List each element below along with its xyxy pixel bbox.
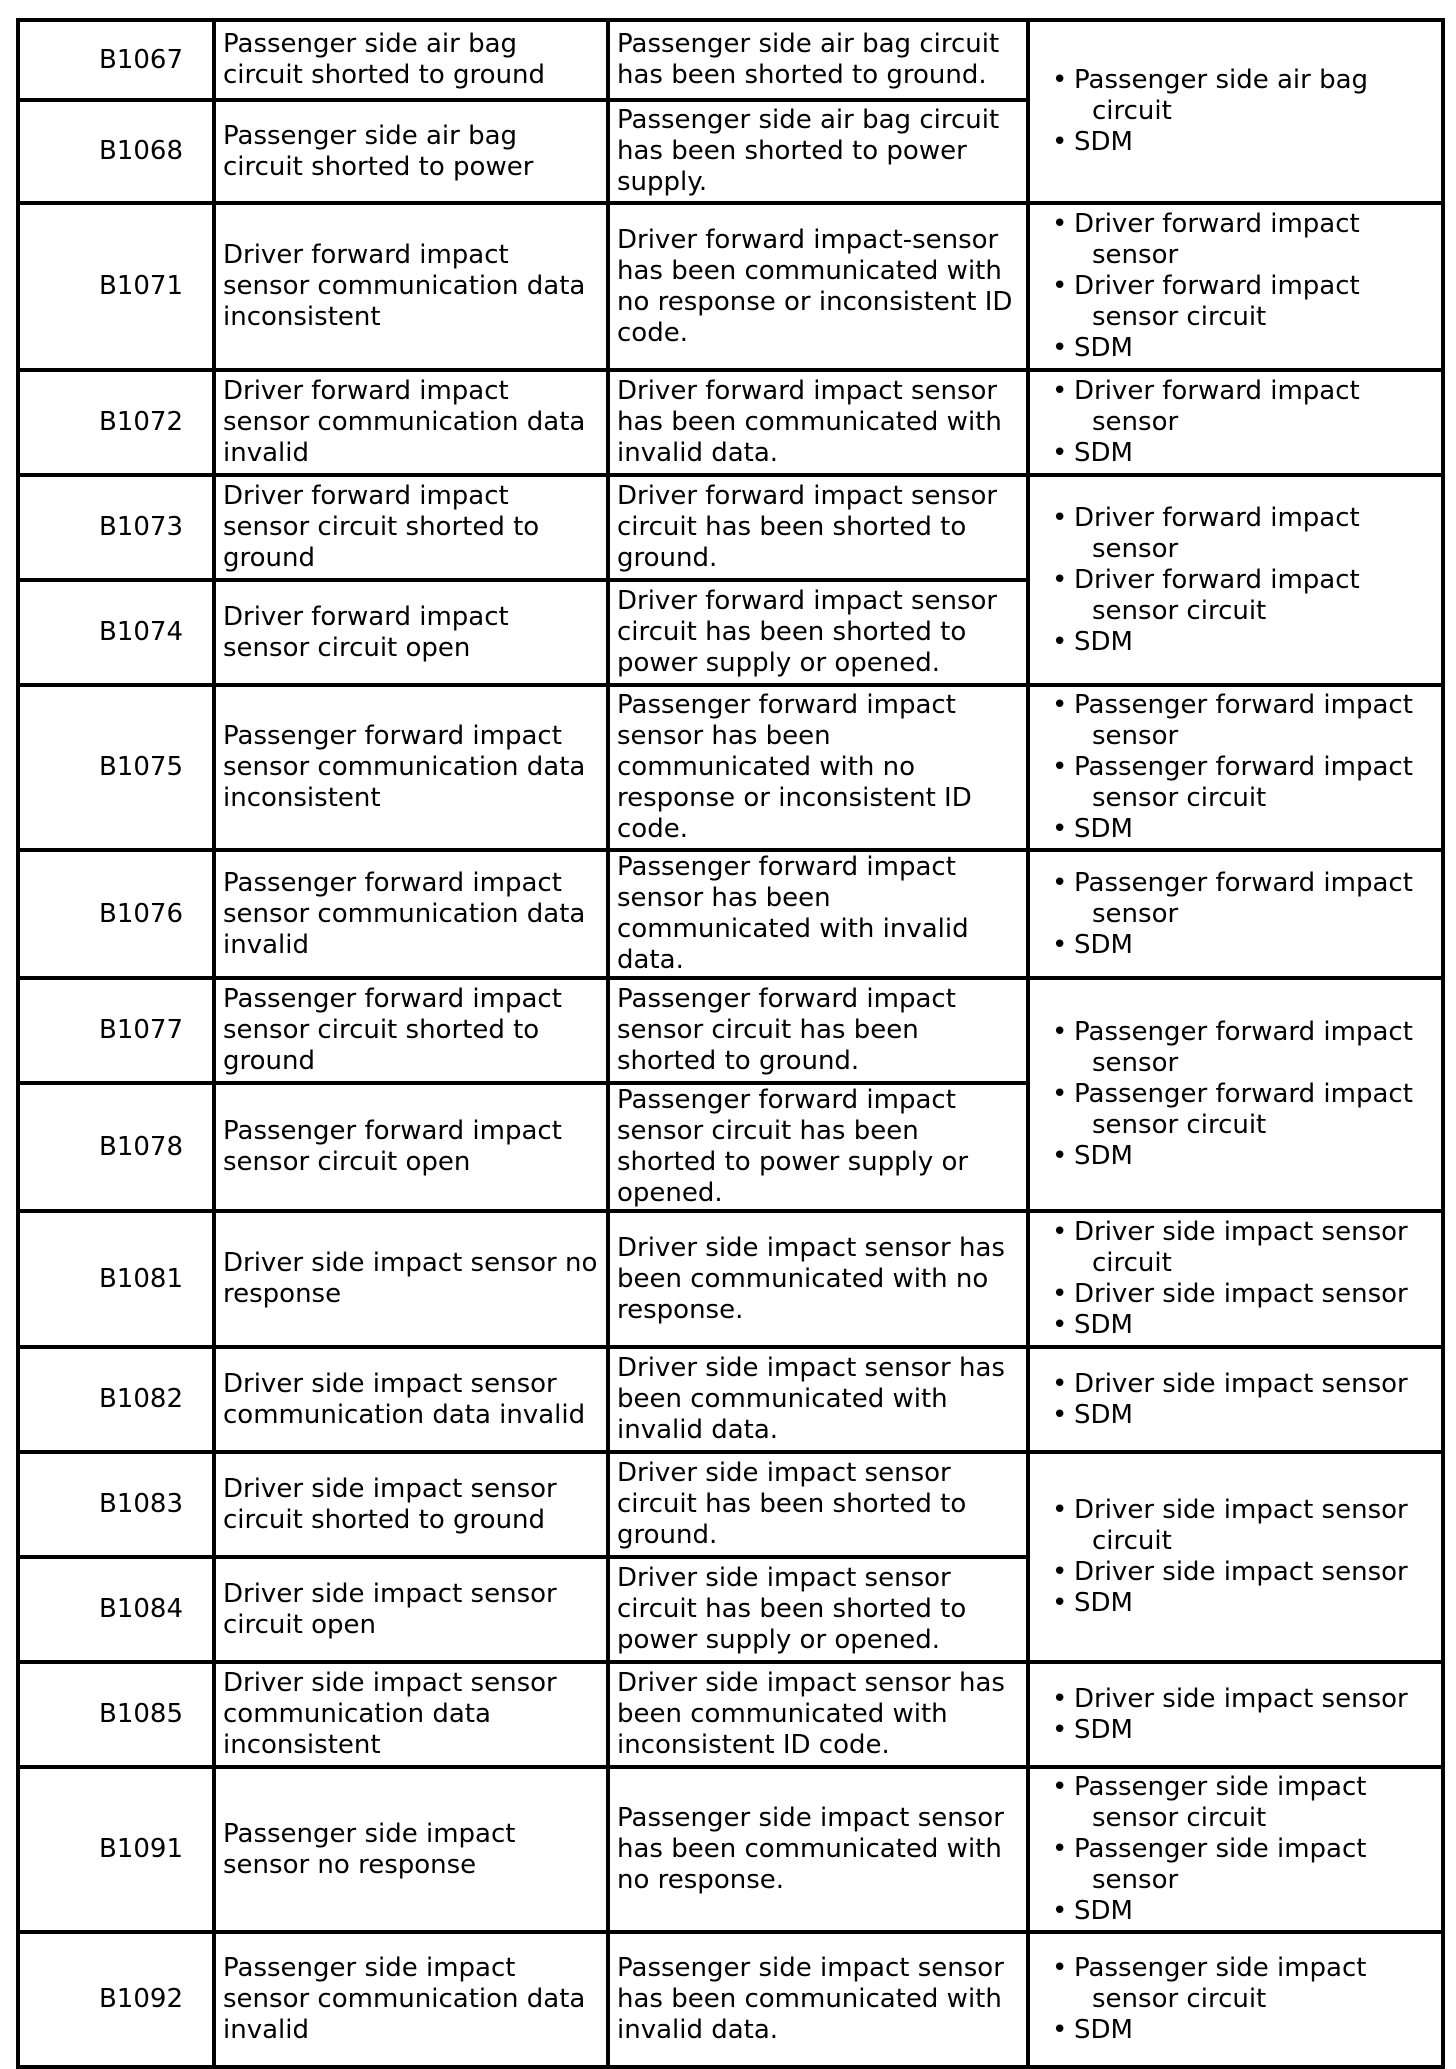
dtc-condition-cell: Driver side impact sensor communication data inconsistent	[214, 1662, 608, 1767]
dtc-description-cell: Passenger forward impact sensor has been communicated with no response or inconsistent ID code.	[608, 685, 1028, 850]
parts-list-item	[1052, 1953, 1435, 2015]
parts-list-item	[1052, 1896, 1435, 1927]
dtc-condition-cell: Passenger side impact sensor no response	[214, 1767, 608, 1932]
table-row	[18, 370, 1443, 475]
dtc-code-cell: B1078	[18, 1083, 214, 1211]
bullet-icon: •	[1052, 626, 1068, 657]
table-row	[18, 1452, 1443, 1557]
parts-list	[1052, 65, 1435, 158]
dtc-description-cell: Passenger forward impact sensor circuit has been shorted to ground.	[608, 978, 1028, 1083]
table-row	[18, 850, 1443, 978]
parts-list	[1052, 376, 1435, 469]
dtc-condition-cell: Driver side impact sensor no response	[214, 1211, 608, 1347]
parts-item-text: SDM	[1074, 814, 1133, 844]
parts-list-item	[1052, 1495, 1435, 1557]
parts-list-item	[1052, 752, 1435, 814]
parts-item-text: SDM	[1074, 1141, 1133, 1171]
bullet-icon: •	[1052, 333, 1068, 363]
parts-item-text: Passenger forward impact sensor	[1074, 867, 1413, 929]
bullet-icon: •	[1052, 1279, 1068, 1309]
parts-item-text: SDM	[1074, 626, 1133, 657]
table-row	[18, 978, 1443, 1083]
parts-list-item	[1052, 1715, 1435, 1746]
parts-list-item	[1052, 65, 1435, 127]
parts-list-item	[1052, 376, 1435, 438]
dtc-parts-cell	[1028, 20, 1443, 203]
dtc-code-cell: B1084	[18, 1557, 214, 1662]
dtc-description-cell: Driver side impact sensor circuit has been shorted to ground.	[608, 1452, 1028, 1557]
dtc-code-cell: B1082	[18, 1347, 214, 1452]
parts-list-item	[1052, 1369, 1435, 1400]
dtc-table-body	[18, 20, 1443, 2067]
dtc-description-cell: Driver side impact sensor has been communicated with inconsistent ID code.	[608, 1662, 1028, 1767]
parts-list-item	[1052, 127, 1435, 158]
dtc-code-cell: B1077	[18, 978, 214, 1083]
dtc-code-cell: B1067	[18, 20, 214, 100]
dtc-condition-cell: Passenger forward impact sensor circuit shorted to ground	[214, 978, 608, 1083]
parts-list-item	[1052, 1834, 1435, 1896]
bullet-icon: •	[1052, 1399, 1068, 1430]
parts-item-text: Driver side impact sensor	[1074, 1683, 1408, 1714]
parts-list	[1052, 1953, 1435, 2046]
dtc-parts-cell	[1028, 203, 1443, 370]
dtc-parts-cell	[1028, 1347, 1443, 1452]
parts-item-text: Passenger side impact sensor	[1074, 1834, 1367, 1895]
parts-item-text: SDM	[1074, 1399, 1133, 1430]
dtc-condition-cell: Driver forward impact sensor communication data invalid	[214, 370, 608, 475]
bullet-icon: •	[1052, 1557, 1068, 1587]
bullet-icon: •	[1052, 1834, 1068, 1864]
parts-list-item	[1052, 209, 1435, 271]
parts-list	[1052, 1772, 1435, 1927]
dtc-parts-cell	[1028, 370, 1443, 475]
bullet-icon: •	[1052, 1079, 1068, 1109]
parts-list-item	[1052, 1310, 1435, 1341]
bullet-icon: •	[1052, 438, 1068, 468]
parts-list	[1052, 1495, 1435, 1619]
dtc-code-cell: B1073	[18, 475, 214, 580]
parts-list-item	[1052, 271, 1435, 333]
dtc-parts-cell	[1028, 1662, 1443, 1767]
bullet-icon: •	[1052, 1310, 1068, 1340]
parts-list	[1052, 1217, 1435, 1341]
dtc-code-cell: B1075	[18, 685, 214, 850]
dtc-code-cell: B1074	[18, 580, 214, 685]
bullet-icon: •	[1052, 564, 1068, 595]
dtc-condition-cell: Driver forward impact sensor communication data inconsistent	[214, 203, 608, 370]
dtc-table	[16, 18, 1445, 2069]
parts-list	[1052, 503, 1435, 658]
parts-item-text: Driver forward impact sensor circuit	[1074, 271, 1360, 332]
bullet-icon: •	[1052, 2015, 1068, 2045]
parts-list-item	[1052, 930, 1435, 961]
bullet-icon: •	[1052, 1141, 1068, 1171]
parts-item-text: SDM	[1074, 127, 1133, 157]
parts-item-text: Passenger side impact sensor circuit	[1074, 1953, 1367, 2014]
parts-list	[1052, 690, 1435, 845]
parts-item-text: SDM	[1074, 438, 1133, 468]
bullet-icon: •	[1052, 1588, 1068, 1618]
dtc-code-cell: B1068	[18, 100, 214, 203]
parts-list	[1052, 1684, 1435, 1746]
parts-item-text: Driver forward impact sensor	[1074, 376, 1360, 437]
parts-item-text: Driver side impact sensor	[1074, 1368, 1408, 1399]
parts-list-item	[1052, 814, 1435, 845]
bullet-icon: •	[1052, 752, 1068, 782]
table-row	[18, 1211, 1443, 1347]
dtc-code-cell: B1085	[18, 1662, 214, 1767]
dtc-parts-cell	[1028, 850, 1443, 978]
dtc-parts-cell	[1028, 978, 1443, 1211]
dtc-condition-cell: Passenger side air bag circuit shorted to ground	[214, 20, 608, 100]
dtc-condition-cell: Driver forward impact sensor circuit open	[214, 580, 608, 685]
dtc-description-cell: Passenger forward impact sensor circuit has been shorted to power supply or opened.	[608, 1083, 1028, 1211]
parts-list-item	[1052, 1772, 1435, 1834]
parts-list	[1052, 1017, 1435, 1172]
parts-item-text: SDM	[1074, 929, 1133, 960]
parts-list	[1052, 1369, 1435, 1431]
dtc-condition-cell: Passenger forward impact sensor communication data inconsistent	[214, 685, 608, 850]
dtc-parts-cell	[1028, 475, 1443, 685]
dtc-code-cell: B1071	[18, 203, 214, 370]
bullet-icon: •	[1052, 690, 1068, 720]
parts-item-text: SDM	[1074, 1714, 1133, 1745]
bullet-icon: •	[1052, 271, 1068, 301]
parts-item-text: Passenger side impact sensor circuit	[1074, 1772, 1367, 1833]
bullet-icon: •	[1052, 1495, 1068, 1525]
dtc-condition-cell: Driver forward impact sensor circuit shorted to ground	[214, 475, 608, 580]
parts-item-text: SDM	[1074, 1588, 1133, 1618]
parts-list-item	[1052, 1279, 1435, 1310]
dtc-condition-cell: Passenger forward impact sensor communication data invalid	[214, 850, 608, 978]
parts-item-text: Passenger forward impact sensor	[1074, 690, 1413, 751]
table-row	[18, 203, 1443, 370]
parts-list-item	[1052, 690, 1435, 752]
dtc-condition-cell: Passenger forward impact sensor circuit open	[214, 1083, 608, 1211]
table-row	[18, 475, 1443, 580]
dtc-parts-cell	[1028, 1932, 1443, 2067]
bullet-icon: •	[1052, 929, 1068, 960]
parts-item-text: Driver forward impact sensor circuit	[1074, 564, 1360, 626]
dtc-code-cell: B1083	[18, 1452, 214, 1557]
parts-list-item	[1052, 1217, 1435, 1279]
dtc-description-cell: Passenger side impact sensor has been communicated with invalid data.	[608, 1932, 1028, 2067]
bullet-icon: •	[1052, 127, 1068, 157]
table-row	[18, 685, 1443, 850]
parts-item-text: Passenger forward impact sensor	[1074, 1017, 1413, 1078]
parts-list-item	[1052, 1141, 1435, 1172]
parts-list-item	[1052, 438, 1435, 469]
dtc-code-cell: B1092	[18, 1932, 214, 2067]
bullet-icon: •	[1052, 814, 1068, 844]
parts-list-item	[1052, 2015, 1435, 2046]
bullet-icon: •	[1052, 1368, 1068, 1399]
dtc-code-cell: B1076	[18, 850, 214, 978]
parts-list-item	[1052, 1400, 1435, 1431]
dtc-description-cell: Passenger side impact sensor has been communicated with no response.	[608, 1767, 1028, 1932]
dtc-description-cell: Driver side impact sensor has been communicated with invalid data.	[608, 1347, 1028, 1452]
parts-list-item	[1052, 1588, 1435, 1619]
parts-item-text: Passenger forward impact sensor circuit	[1074, 752, 1413, 813]
dtc-description-cell: Driver forward impact sensor has been communicated with invalid data.	[608, 370, 1028, 475]
bullet-icon: •	[1052, 1896, 1068, 1926]
bullet-icon: •	[1052, 1714, 1068, 1745]
parts-item-text: Driver side impact sensor	[1074, 1557, 1408, 1587]
dtc-description-cell: Passenger forward impact sensor has been communicated with invalid data.	[608, 850, 1028, 978]
parts-item-text: SDM	[1074, 333, 1133, 363]
dtc-description-cell: Passenger side air bag circuit has been shorted to ground.	[608, 20, 1028, 100]
parts-list-item	[1052, 1557, 1435, 1588]
bullet-icon: •	[1052, 502, 1068, 533]
dtc-parts-cell	[1028, 1452, 1443, 1662]
parts-list-item	[1052, 868, 1435, 930]
dtc-description-cell: Driver side impact sensor has been communicated with no response.	[608, 1211, 1028, 1347]
bullet-icon: •	[1052, 1953, 1068, 1983]
dtc-description-cell: Driver side impact sensor circuit has been shorted to power supply or opened.	[608, 1557, 1028, 1662]
bullet-icon: •	[1052, 867, 1068, 898]
parts-item-text: SDM	[1074, 2015, 1133, 2045]
dtc-condition-cell: Driver side impact sensor circuit shorted to ground	[214, 1452, 608, 1557]
table-row	[18, 1767, 1443, 1932]
parts-item-text: Passenger side air bag circuit	[1074, 65, 1369, 126]
bullet-icon: •	[1052, 376, 1068, 406]
parts-list-item	[1052, 1079, 1435, 1141]
dtc-condition-cell: Driver side impact sensor circuit open	[214, 1557, 608, 1662]
parts-list-item	[1052, 627, 1435, 658]
parts-list	[1052, 209, 1435, 364]
dtc-parts-cell	[1028, 685, 1443, 850]
dtc-description-cell: Driver forward impact-sensor has been communicated with no response or inconsistent ID code.	[608, 203, 1028, 370]
dtc-code-cell: B1072	[18, 370, 214, 475]
parts-item-text: SDM	[1074, 1896, 1133, 1926]
parts-list-item	[1052, 1684, 1435, 1715]
parts-item-text: Driver side impact sensor circuit	[1074, 1495, 1408, 1556]
bullet-icon: •	[1052, 209, 1068, 239]
parts-item-text: Passenger forward impact sensor circuit	[1074, 1079, 1413, 1140]
parts-list-item	[1052, 1017, 1435, 1079]
parts-list-item	[1052, 333, 1435, 364]
bullet-icon: •	[1052, 1772, 1068, 1802]
dtc-description-cell: Driver forward impact sensor circuit has been shorted to ground.	[608, 475, 1028, 580]
bullet-icon: •	[1052, 1683, 1068, 1714]
dtc-condition-cell: Passenger side air bag circuit shorted to power	[214, 100, 608, 203]
dtc-code-cell: B1081	[18, 1211, 214, 1347]
dtc-description-cell: Driver forward impact sensor circuit has been shorted to power supply or opened.	[608, 580, 1028, 685]
bullet-icon: •	[1052, 1217, 1068, 1247]
parts-item-text: SDM	[1074, 1310, 1133, 1340]
dtc-parts-cell	[1028, 1211, 1443, 1347]
parts-item-text: Driver forward impact sensor	[1074, 209, 1360, 270]
table-row	[18, 1347, 1443, 1452]
bullet-icon: •	[1052, 65, 1068, 95]
parts-item-text: Driver side impact sensor circuit	[1074, 1217, 1408, 1278]
table-row	[18, 1932, 1443, 2067]
dtc-condition-cell: Passenger side impact sensor communication data invalid	[214, 1932, 608, 2067]
parts-item-text: Driver forward impact sensor	[1074, 502, 1360, 564]
parts-list-item	[1052, 565, 1435, 627]
parts-item-text: Driver side impact sensor	[1074, 1279, 1408, 1309]
dtc-description-cell: Passenger side air bag circuit has been shorted to power supply.	[608, 100, 1028, 203]
dtc-condition-cell: Driver side impact sensor communication data invalid	[214, 1347, 608, 1452]
table-row	[18, 20, 1443, 100]
dtc-code-cell: B1091	[18, 1767, 214, 1932]
table-row	[18, 1662, 1443, 1767]
dtc-parts-cell	[1028, 1767, 1443, 1932]
bullet-icon: •	[1052, 1017, 1068, 1047]
parts-list-item	[1052, 503, 1435, 565]
parts-list	[1052, 868, 1435, 961]
